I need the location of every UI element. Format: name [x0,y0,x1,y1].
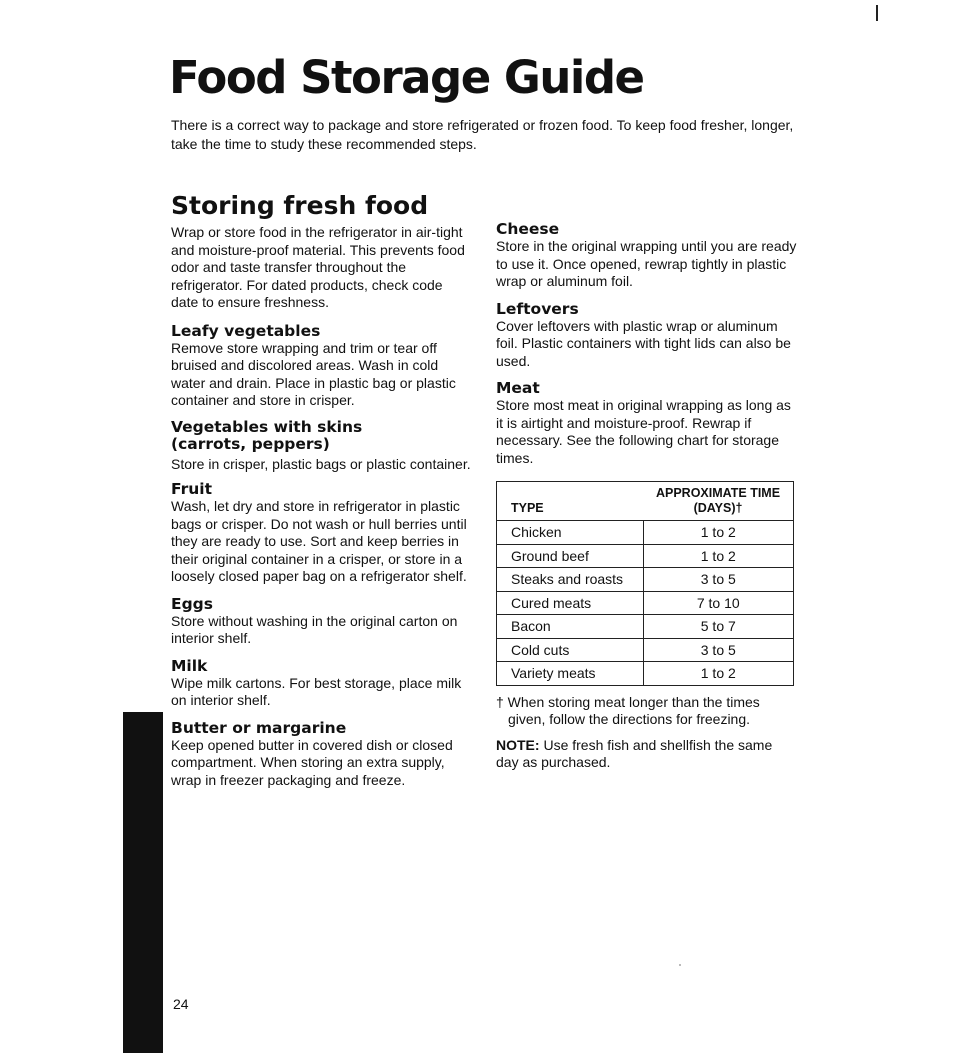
page-number: 24 [173,996,189,1012]
leafy-vegetables-text: Remove store wrapping and trim or tear off bruised and discolored areas. Wash in cold water and drain. Place in plastic bag or plastic container and store in crisper. [171,339,456,408]
note-label: NOTE: [496,736,540,753]
milk-text: Wipe milk cartons. For best storage, place milk on interior shelf. [171,674,462,708]
leftovers-heading: Leftovers [496,299,579,318]
table-cell-days: 7 to 10 [643,591,793,615]
table-cell-days: 5 to 7 [643,615,793,639]
scan-speck [679,964,681,966]
note-text: Use fresh fish and shellfish the same day as purchased. [496,736,773,770]
table-footnote: † When storing meat longer than the times given, follow the directions for freezing. [496,693,760,727]
table-header-row [497,482,794,521]
table-cell-type: Variety meats [497,662,644,686]
vegetables-skins-text: Store in crisper, plastic bags or plastic container. [171,455,471,472]
vegetables-skins-heading-line1: Vegetables with skins [171,417,363,436]
butter-text: Keep opened butter in covered dish or closed compartment. When storing an extra supply, wrap in freezer packaging and freeze. [171,736,453,788]
table-cell-days: 1 to 2 [643,544,793,568]
cheese-heading: Cheese [496,220,560,238]
vegetables-skins-heading [171,419,471,453]
table-header-time [643,482,793,521]
section-title: Storing fresh food [171,191,429,220]
leafy-vegetables-heading: Leafy vegetables [171,321,321,340]
table-header-type: TYPE [511,501,544,515]
table-row [497,662,794,686]
table-cell-type: Cured meats [497,591,644,615]
table-row [497,591,794,615]
section-tab-marker [123,712,163,1053]
page-title: Food Storage Guide [169,51,644,104]
table-cell-type: Ground beef [497,544,644,568]
leftovers-text: Cover leftovers with plastic wrap or aluminum foil. Plastic containers with tight lids can also be used. [496,317,791,369]
table-row [497,615,794,639]
table-cell-days: 1 to 2 [643,521,793,545]
intro-paragraph: There is a correct way to package and store refrigerated or frozen food. To keep food fresher, longer, take the time to study these recommended steps. [171,117,794,152]
note-paragraph [496,737,798,772]
top-margin-rule [876,5,878,21]
eggs-text: Store without washing in the original carton on interior shelf. [171,612,458,646]
eggs-heading: Eggs [171,594,214,613]
table-cell-days: 3 to 5 [643,638,793,662]
table-cell-type: Bacon [497,615,644,639]
meat-storage-table [496,481,794,686]
table-header-time-line1: APPROXIMATE TIME [655,486,781,500]
milk-heading: Milk [171,656,208,675]
meat-text: Store most meat in original wrapping as long as it is airtight and moisture-proof. Rewrap if necessary. See the following chart for storage times. [496,397,791,466]
cheese-text: Store in the original wrapping until you are ready to use it. Once opened, rewrap tightly in plastic wrap or aluminum foil. [496,238,797,289]
table-header-time-line2: (DAYS)† [693,501,743,515]
vegetables-skins-heading-line2: (carrots, peppers) [171,434,330,453]
table-row [497,544,794,568]
storing-intro-text: Wrap or store food in the refrigerator in air-tight and moisture-proof material. This prevents food odor and taste transfer throughout the refrigerator. For dated products, check code date to ensure freshness. [171,224,465,310]
meat-heading: Meat [496,379,540,397]
table-cell-type: Cold cuts [497,638,644,662]
butter-heading: Butter or margarine [171,718,347,737]
table-cell-days: 1 to 2 [643,662,793,686]
left-column [171,224,471,789]
table-cell-type: Steaks and roasts [497,568,644,592]
fruit-heading: Fruit [171,480,212,498]
right-column [496,221,798,772]
table-row [497,521,794,545]
fruit-text: Wash, let dry and store in refrigerator in plastic bags or crisper. Do not wash or hull berries until they are ready to use. Sort and keep berries in their original container in a crisper, or store in a loosely closed paper bag on a refrigerator shelf. [171,498,467,584]
table-cell-type: Chicken [497,521,644,545]
table-cell-days: 3 to 5 [643,568,793,592]
table-row [497,638,794,662]
table-row [497,568,794,592]
